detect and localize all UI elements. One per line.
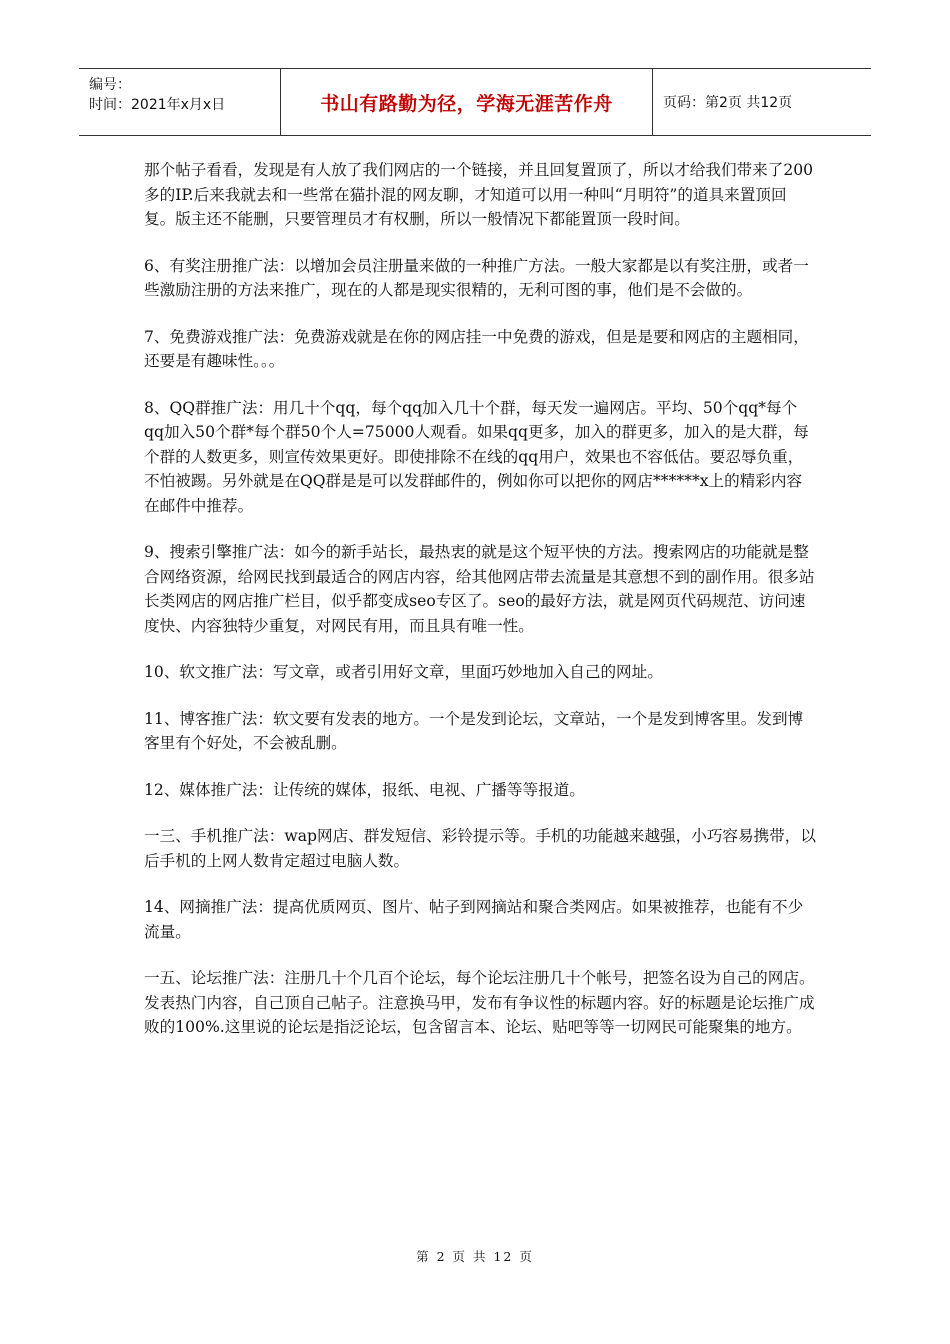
page-header	[79, 68, 871, 136]
paragraph: 10、软文推广法：写文章，或者引用好文章，里面巧妙地加入自己的网址。	[144, 663, 663, 681]
date-label: 时间：2021年x月x日	[89, 97, 226, 113]
paragraph: 一三、手机推广法：wap网店、群发短信、彩铃提示等。手机的功能越来越强，小巧容易携带，以后手机的上网人数肯定超过电脑人数。	[144, 827, 816, 870]
page-footer: 第 2 页 共 12 页	[416, 1249, 534, 1264]
paragraph: 一五、论坛推广法：注册几十个几百个论坛，每个论坛注册几十个帐号，把签名设为自己的网店。发表热门内容，自己顶自己帖子。注意换马甲，发布有争议性的标题内容。好的标题是论坛推广成败的100%.这里说的论坛是指泛论坛，包含留言本、论坛、贴吧等等一切网民可能聚集的地方。	[144, 969, 815, 1036]
paragraph: 12、媒体推广法：让传统的媒体，报纸、电视、广播等等报道。	[144, 780, 585, 799]
paragraph: 9、搜索引擎推广法：如今的新手站长，最热衷的就是这个短平快的方法。搜索网店的功能就是整合网络资源，给网民找到最适合的网店内容，给其他网店带去流量是其意想不到的副作用。很多站长类网店的网店推广栏目，似乎都变成seo专区了。seo的最好方法，就是网页代码规范、访问速度快、内容独特少重复，对网民有用，而且具有唯一性。	[144, 543, 815, 635]
document-body	[144, 158, 816, 1062]
paragraph: 11、博客推广法：软文要有发表的地方。一个是发到论坛，文章站，一个是发到博客里。发到博客里有个好处，不会被乱删。	[144, 709, 804, 752]
paragraph: 6、有奖注册推广法：以增加会员注册量来做的一种推广方法。一般大家都是以有奖注册，或者一些激励注册的方法来推广，现在的人都是现实很精的，无利可图的事，他们是不会做的。	[144, 256, 809, 299]
paragraph: 8、QQ群推广法：用几十个qq，每个qq加入几十个群，每天发一遍网店。平均、50个qq*每个qq加入50个群*每个群50个人=75000人观看。如果qq更多，加入的群更多，加入的是大群，每个群的人数更多，则宣传效果更好。即使排除不在线的qq用户，效果也不容低估。要忍辱负重，不怕被踢。另外就是在QQ群是是可以发群邮件的，例如你可以把你的网店******x上的精彩内容在邮件中推荐。	[144, 398, 809, 515]
paragraph: 14、网摘推广法：提高优质网页、图片、帖子到网摘站和聚合类网店。如果被推荐，也能有不少流量。	[144, 898, 804, 941]
paragraph: 那个帖子看看，发现是有人放了我们网店的一个链接，并且回复置顶了，所以才给我们带来了200多的IP.后来我就去和一些常在猫扑混的网友聊，才知道可以用一种叫“月明符”的道具来置顶回复。版主还不能删，只要管理员才有权删，所以一般情况下都能置顶一段时间。	[144, 161, 814, 228]
header-motto: 书山有路勤为径，学海无涯苦作舟	[281, 69, 653, 135]
number-label: 编号：	[89, 77, 131, 93]
header-meta	[79, 69, 281, 135]
paragraph: 7、免费游戏推广法：免费游戏就是在你的网店挂一中免费的游戏，但是是要和网店的主题相同，还要是有趣味性。。。	[144, 327, 809, 370]
header-page-info: 页码：第2页 共12页	[663, 95, 793, 111]
